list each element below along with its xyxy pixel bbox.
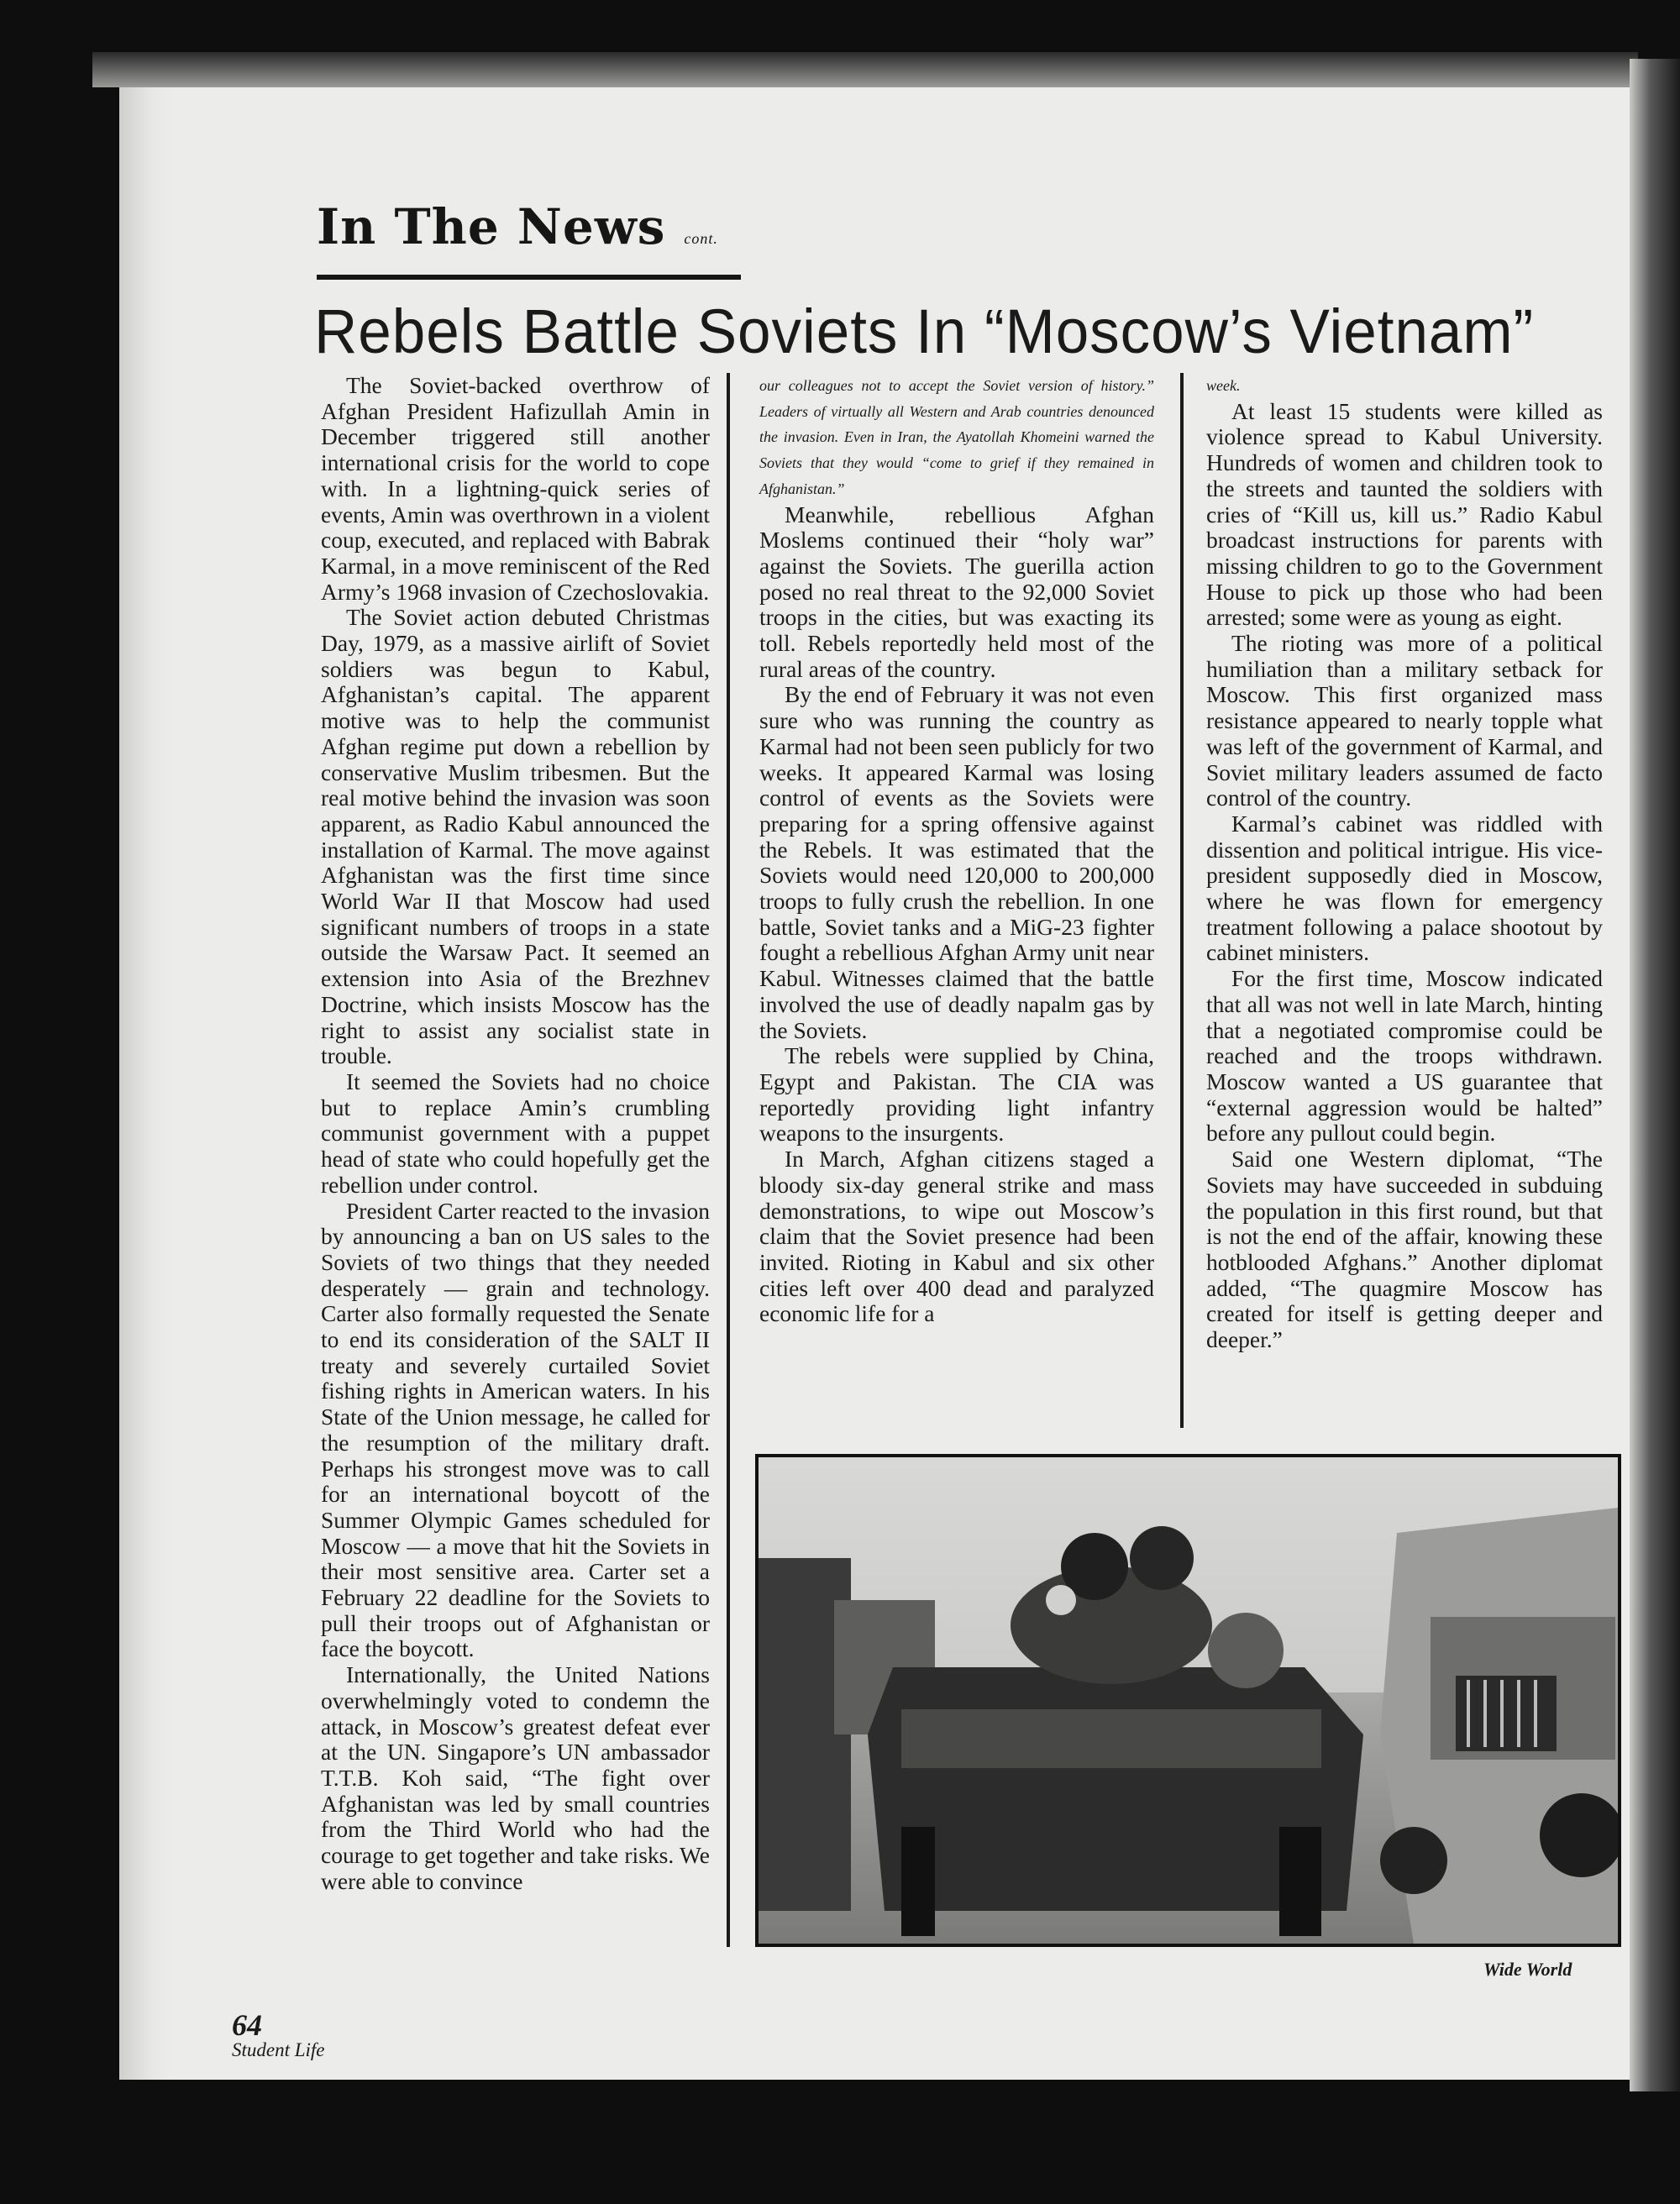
column-divider	[727, 373, 730, 1947]
paragraph: Meanwhile, rebellious Afghan Moslems continued their “holy war” against the Soviets. The guerilla action posed no real threat to the 92,000 Soviet troops in the cities, but was exacting its toll. Rebels reportedly held most of the rural areas of the country.	[759, 501, 1154, 682]
book-spine	[1630, 59, 1680, 2091]
paragraph: It seemed the Soviets had no choice but to replace Amin’s crumbling communist government with a puppet head of state who could hopefully get the rebellion under control.	[321, 1068, 710, 1198]
section-rule	[317, 275, 741, 280]
book-top-edge	[92, 52, 1638, 87]
paragraph: At least 15 students were killed as violence spread to Kabul University. Hundreds of women and children took to the streets and taunted the soldiers with cries of “Kill us, kill us.” Radio Kabul broadcast instructions for parents with missing children to go to the Government House to pick up those who had been arrested; some were as young as eight.	[1206, 397, 1603, 631]
paragraph: week.	[1206, 377, 1241, 394]
paragraph: The rioting was more of a political humiliation than a military setback for Moscow. This first organized mass resistance appeared to nearly topple what was left of the government of Karmal, and Soviet military leaders assumed de facto control of the country.	[1206, 630, 1603, 811]
page-number: 64	[232, 2008, 262, 2042]
section-title	[317, 198, 718, 255]
article-headline: Rebels Battle Soviets In “Moscow’s Vietnam”	[314, 296, 1535, 366]
paragraph: For the first time, Moscow indicated that all was not well in late March, hinting that a negotiated compromise could be reached and the troops withdrawn. Moscow wanted a US guarantee that “external aggression would be halted” before any pullout could begin.	[1206, 965, 1603, 1147]
section-title-text: In The News	[317, 198, 666, 255]
article-column-2	[759, 373, 1154, 1327]
paragraph: The Soviet-backed overthrow of Afghan President Hafizullah Amin in December triggered still another international crisis for the world to cope with. In a lightning-quick series of events, Amin was overthrown in a violent coup, executed, and replaced with Babrak Karmal, in a move reminiscent of the Red Army’s 1968 invasion of Czechoslovakia.	[321, 372, 710, 605]
photo-credit: Wide World	[1483, 1959, 1572, 1980]
paragraph: Karmal’s cabinet was riddled with dissention and political intrigue. His vice-president supposedly died in Moscow, where he was flown for emergency treatment following a palace shootout by cabinet ministers.	[1206, 810, 1603, 966]
paragraph: President Carter reacted to the invasion by announcing a ban on US sales to the Soviets of two things that they needed desperately — grain and technology. Carter also formally requested the Senate to end its consideration of the SALT II treaty and severely curtailed Soviet fishing rights in American waters. In his State of the Union message, he called for the resumption of the military draft. Perhaps his strongest move was to call for an international boycott of the Summer Olympic Games scheduled for Moscow — a move that hit the Soviets in their most sensitive area. Carter set a February 22 deadline for the Soviets to pull their troops out of Afghanistan or face the boycott.	[321, 1197, 710, 1662]
continued-label: cont.	[684, 230, 718, 247]
tank-photo	[755, 1454, 1621, 1947]
paragraph: In March, Afghan citizens staged a bloody six-day general strike and mass demonstrations, to wipe out Moscow’s claim that the Soviet presence had been invited. Rioting in Kabul and six other cities left over 400 dead and paralyzed economic life for a	[759, 1146, 1154, 1327]
paragraph: The rebels were supplied by China, Egypt and Pakistan. The CIA was reportedly providing light infantry weapons to the insurgents.	[759, 1042, 1154, 1147]
column-divider	[1180, 373, 1184, 1428]
paragraph: Said one Western diplomat, “The Soviets may have succeeded in subduing the population in this first round, but that is not the end of the affair, knowing these hotblooded Afghans.” Another diplomat added, “The quagmire Moscow has created for itself is getting deeper and deeper.”	[1206, 1146, 1603, 1353]
paragraph: By the end of February it was not even sure who was running the country as Karmal had not been seen publicly for two weeks. It appeared Karmal was losing control of events as the Soviets were preparing for a spring offensive against the Rebels. It was estimated that the Soviets would need 120,000 to 200,000 troops to fully crush the rebellion. In one battle, Soviet tanks and a MiG-23 fighter fought a rebellious Afghan Army unit near Kabul. Witnesses claimed that the battle involved the use of deadly napalm gas by the Soviets.	[759, 681, 1154, 1043]
publication-name: Student Life	[232, 2039, 325, 2060]
tank-photo-illustration	[759, 1457, 1618, 1944]
page-binding	[119, 87, 175, 2080]
article-column-1	[321, 373, 710, 1894]
paragraph: Internationally, the United Nations overwhelmingly voted to condemn the attack, in Moscow’s greatest defeat ever at the UN. Singapore’s UN ambassador T.T.B. Koh said, “The fight over Afghanistan was led by small countries from the Third World who had the courage to get together and take risks. We were able to convince	[321, 1661, 710, 1894]
paragraph: The Soviet action debuted Christmas Day, 1979, as a massive airlift of Soviet soldiers was begun to Kabul, Afghanistan’s capital. The apparent motive was to help the communist Afghan regime put down a rebellion by conservative Muslim tribesmen. But the real motive behind the invasion was soon apparent, as Radio Kabul announced the installation of Karmal. The move against Afghanistan was the first time since World War II that Moscow had used significant numbers of troops in a state outside the Warsaw Pact. It seemed an extension into Asia of the Brezhnev Doctrine, which insists Moscow has the right to assist any socialist state in trouble.	[321, 604, 710, 1069]
article-column-3	[1206, 373, 1603, 1353]
paragraph: our colleagues not to accept the Soviet version of history.” Leaders of virtually all Western and Arab countries denounced the invasion. Even in Iran, the Ayatollah Khomeini warned the Soviets that they would “come to grief if they remained in Afghanistan.”	[759, 377, 1154, 497]
